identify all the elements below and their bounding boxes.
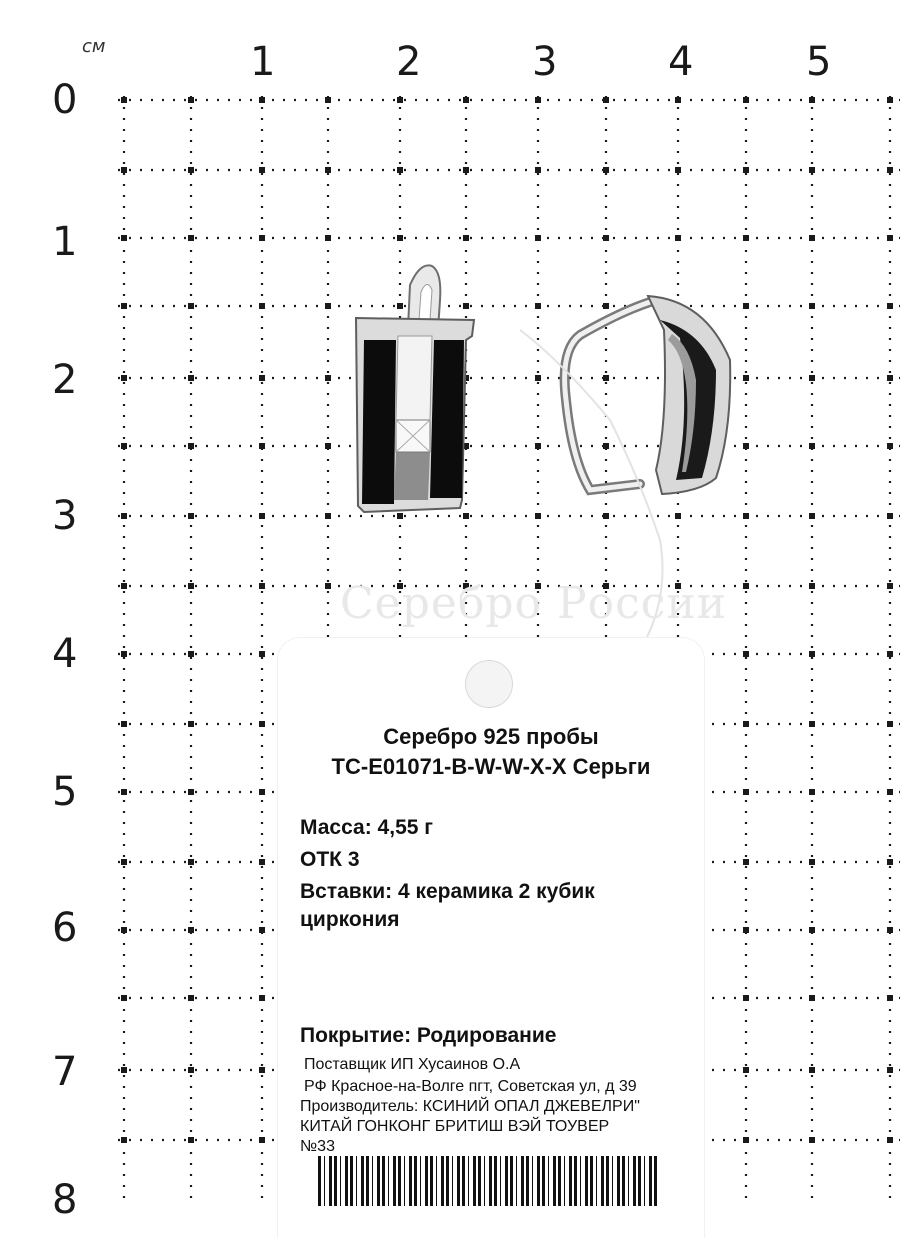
grid-intersection-marker <box>188 1137 194 1143</box>
grid-intersection-marker <box>259 1137 265 1143</box>
grid-intersection-marker <box>743 513 749 519</box>
y-axis-label-6: 6 <box>52 905 78 951</box>
grid-intersection-marker <box>259 583 265 589</box>
grid-intersection-marker <box>397 97 403 103</box>
grid-intersection-marker <box>887 443 893 449</box>
grid-intersection-marker <box>259 167 265 173</box>
grid-intersection-marker <box>743 1137 749 1143</box>
grid-intersection-marker <box>325 167 331 173</box>
grid-intersection-marker <box>743 651 749 657</box>
grid-intersection-marker <box>121 651 127 657</box>
grid-intersection-marker <box>121 1067 127 1073</box>
grid-intersection-marker <box>887 97 893 103</box>
grid-intersection-marker <box>887 235 893 241</box>
grid-intersection-marker <box>121 859 127 865</box>
grid-intersection-marker <box>259 375 265 381</box>
grid-intersection-marker <box>743 721 749 727</box>
x-axis-label-3: 3 <box>532 39 558 85</box>
grid-intersection-marker <box>887 1137 893 1143</box>
grid-intersection-marker <box>887 859 893 865</box>
y-axis-label-3: 3 <box>52 493 78 539</box>
grid-intersection-marker <box>259 995 265 1001</box>
grid-intersection-marker <box>259 303 265 309</box>
tag-maker-line-1: Производитель: КСИНИЙ ОПАЛ ДЖЕВЕЛРИ" <box>300 1098 640 1115</box>
grid-intersection-marker <box>743 235 749 241</box>
grid-intersection-marker <box>325 513 331 519</box>
grid-intersection-marker <box>188 97 194 103</box>
grid-intersection-marker <box>743 583 749 589</box>
y-axis-label-7: 7 <box>52 1049 78 1095</box>
grid-intersection-marker <box>887 995 893 1001</box>
grid-intersection-marker <box>809 583 815 589</box>
y-axis-label-0: 0 <box>52 77 78 123</box>
grid-intersection-marker <box>121 927 127 933</box>
grid-intersection-marker <box>887 375 893 381</box>
earring-front-center-bar <box>396 336 432 420</box>
earring-front-view <box>356 265 474 512</box>
grid-intersection-marker <box>743 443 749 449</box>
grid-intersection-marker <box>809 1137 815 1143</box>
grid-intersection-marker <box>121 303 127 309</box>
grid-intersection-marker <box>259 235 265 241</box>
grid-intersection-marker <box>743 375 749 381</box>
grid-intersection-marker <box>121 995 127 1001</box>
grid-intersection-marker <box>535 375 541 381</box>
grid-intersection-marker <box>188 513 194 519</box>
grid-intersection-marker <box>121 443 127 449</box>
grid-intersection-marker <box>887 927 893 933</box>
brand-watermark: Серебро России <box>340 578 728 629</box>
grid-intersection-marker <box>535 443 541 449</box>
grid-intersection-marker <box>325 235 331 241</box>
grid-intersection-marker <box>259 927 265 933</box>
grid-intersection-marker <box>325 583 331 589</box>
grid-intersection-marker <box>325 303 331 309</box>
grid-intersection-marker <box>603 375 609 381</box>
grid-intersection-marker <box>325 443 331 449</box>
grid-intersection-marker <box>397 167 403 173</box>
grid-intersection-marker <box>675 167 681 173</box>
grid-intersection-marker <box>603 235 609 241</box>
grid-intersection-marker <box>463 303 469 309</box>
x-axis-label-5: 5 <box>806 39 832 85</box>
y-axis-label-4: 4 <box>52 631 78 677</box>
tag-hole <box>465 660 513 708</box>
grid-intersection-marker <box>121 235 127 241</box>
grid-intersection-marker <box>188 375 194 381</box>
grid-intersection-marker <box>887 167 893 173</box>
grid-intersection-marker <box>809 859 815 865</box>
grid-intersection-marker <box>188 235 194 241</box>
grid-intersection-marker <box>675 97 681 103</box>
grid-intersection-marker <box>121 513 127 519</box>
grid-intersection-marker <box>259 1067 265 1073</box>
tag-barcode <box>318 1156 658 1206</box>
grid-intersection-marker <box>809 789 815 795</box>
grid-intersection-marker <box>809 375 815 381</box>
grid-intersection-marker <box>809 167 815 173</box>
grid-intersection-marker <box>259 721 265 727</box>
y-axis-label-8: 8 <box>52 1177 78 1223</box>
grid-intersection-marker <box>809 443 815 449</box>
y-axis-label-2: 2 <box>52 357 78 403</box>
grid-intersection-marker <box>887 789 893 795</box>
grid-intersection-marker <box>603 303 609 309</box>
tag-title-metal: Серебро 925 пробы <box>383 724 599 749</box>
grid-intersection-marker <box>121 789 127 795</box>
grid-intersection-marker <box>743 927 749 933</box>
grid-intersection-marker <box>809 97 815 103</box>
grid-intersection-marker <box>809 651 815 657</box>
grid-intersection-marker <box>809 1067 815 1073</box>
grid-intersection-marker <box>743 859 749 865</box>
grid-intersection-marker <box>259 859 265 865</box>
grid-intersection-marker <box>188 303 194 309</box>
grid-intersection-marker <box>188 721 194 727</box>
grid-intersection-marker <box>121 375 127 381</box>
grid-intersection-marker <box>397 513 403 519</box>
grid-intersection-marker <box>463 513 469 519</box>
tag-maker-line-3: №33 <box>300 1138 335 1155</box>
grid-intersection-marker <box>121 1137 127 1143</box>
grid-intersection-marker <box>259 513 265 519</box>
grid-intersection-marker <box>887 513 893 519</box>
grid-intersection-marker <box>397 303 403 309</box>
grid-intersection-marker <box>887 651 893 657</box>
grid-intersection-marker <box>463 97 469 103</box>
earring-front-right-ceramic <box>430 340 464 498</box>
price-tag <box>278 638 704 1238</box>
grid-intersection-marker <box>535 235 541 241</box>
tag-otk: ОТК 3 <box>300 848 360 871</box>
grid-intersection-marker <box>809 995 815 1001</box>
grid-intersection-marker <box>463 167 469 173</box>
grid-intersection-marker <box>188 789 194 795</box>
grid-intersection-marker <box>325 375 331 381</box>
unit-label: см <box>82 36 106 57</box>
grid-intersection-marker <box>121 167 127 173</box>
earring-side-latch-highlight <box>565 302 650 490</box>
grid-intersection-marker <box>743 789 749 795</box>
grid-intersection-marker <box>887 583 893 589</box>
grid-intersection-marker <box>188 995 194 1001</box>
grid-intersection-marker <box>809 235 815 241</box>
grid-intersection-marker <box>743 303 749 309</box>
y-axis-label-5: 5 <box>52 769 78 815</box>
grid-intersection-marker <box>188 443 194 449</box>
grid-intersection-marker <box>121 721 127 727</box>
grid-intersection-marker <box>188 859 194 865</box>
tag-weight: Масса: 4,55 г <box>300 816 434 839</box>
grid-intersection-marker <box>259 789 265 795</box>
grid-intersection-marker <box>121 583 127 589</box>
grid-intersection-marker <box>188 583 194 589</box>
grid-intersection-marker <box>809 721 815 727</box>
grid-intersection-marker <box>259 443 265 449</box>
grid-intersection-marker <box>121 97 127 103</box>
grid-intersection-marker <box>743 97 749 103</box>
grid-intersection-marker <box>743 995 749 1001</box>
grid-intersection-marker <box>535 97 541 103</box>
grid-intersection-marker <box>188 927 194 933</box>
tag-inserts-line-1: Вставки: 4 керамика 2 кубик <box>300 880 595 903</box>
x-axis-label-1: 1 <box>250 39 276 85</box>
grid-intersection-marker <box>188 1067 194 1073</box>
grid-intersection-marker <box>535 513 541 519</box>
tag-inserts-line-2: циркония <box>300 908 400 931</box>
grid-intersection-marker <box>743 1067 749 1073</box>
grid-intersection-marker <box>259 651 265 657</box>
grid-intersection-marker <box>887 1067 893 1073</box>
grid-intersection-marker <box>603 443 609 449</box>
grid-intersection-marker <box>188 167 194 173</box>
grid-intersection-marker <box>603 513 609 519</box>
y-axis-label-1: 1 <box>52 219 78 265</box>
grid-intersection-marker <box>809 927 815 933</box>
earring-front-center-block <box>394 452 430 500</box>
grid-intersection-marker <box>675 235 681 241</box>
grid-intersection-marker <box>887 721 893 727</box>
grid-intersection-marker <box>603 167 609 173</box>
grid-intersection-marker <box>188 651 194 657</box>
grid-intersection-marker <box>603 97 609 103</box>
x-axis-label-2: 2 <box>396 39 422 85</box>
earring-front-left-ceramic <box>362 340 396 504</box>
tag-coating: Покрытие: Родирование <box>300 1024 557 1047</box>
grid-intersection-marker <box>675 513 681 519</box>
tag-address: РФ Красное-на-Волге пгт, Советская ул, д 39 <box>304 1078 637 1095</box>
grid-intersection-marker <box>743 167 749 173</box>
tag-supplier: Поставщик ИП Хусаинов О.А <box>304 1056 521 1073</box>
tag-maker-line-2: КИТАЙ ГОНКОНГ БРИТИШ ВЭЙ ТОУВЕР <box>300 1118 610 1135</box>
grid-intersection-marker <box>397 235 403 241</box>
grid-intersection-marker <box>809 303 815 309</box>
grid-intersection-marker <box>535 167 541 173</box>
x-axis-label-4: 4 <box>668 39 694 85</box>
grid-intersection-marker <box>887 303 893 309</box>
grid-intersection-marker <box>809 513 815 519</box>
tag-title-article: TC-E01071-B-W-W-X-X Серьги <box>331 754 651 779</box>
grid-intersection-marker <box>325 97 331 103</box>
grid-intersection-marker <box>535 303 541 309</box>
grid-intersection-marker <box>259 97 265 103</box>
grid-intersection-marker <box>463 235 469 241</box>
